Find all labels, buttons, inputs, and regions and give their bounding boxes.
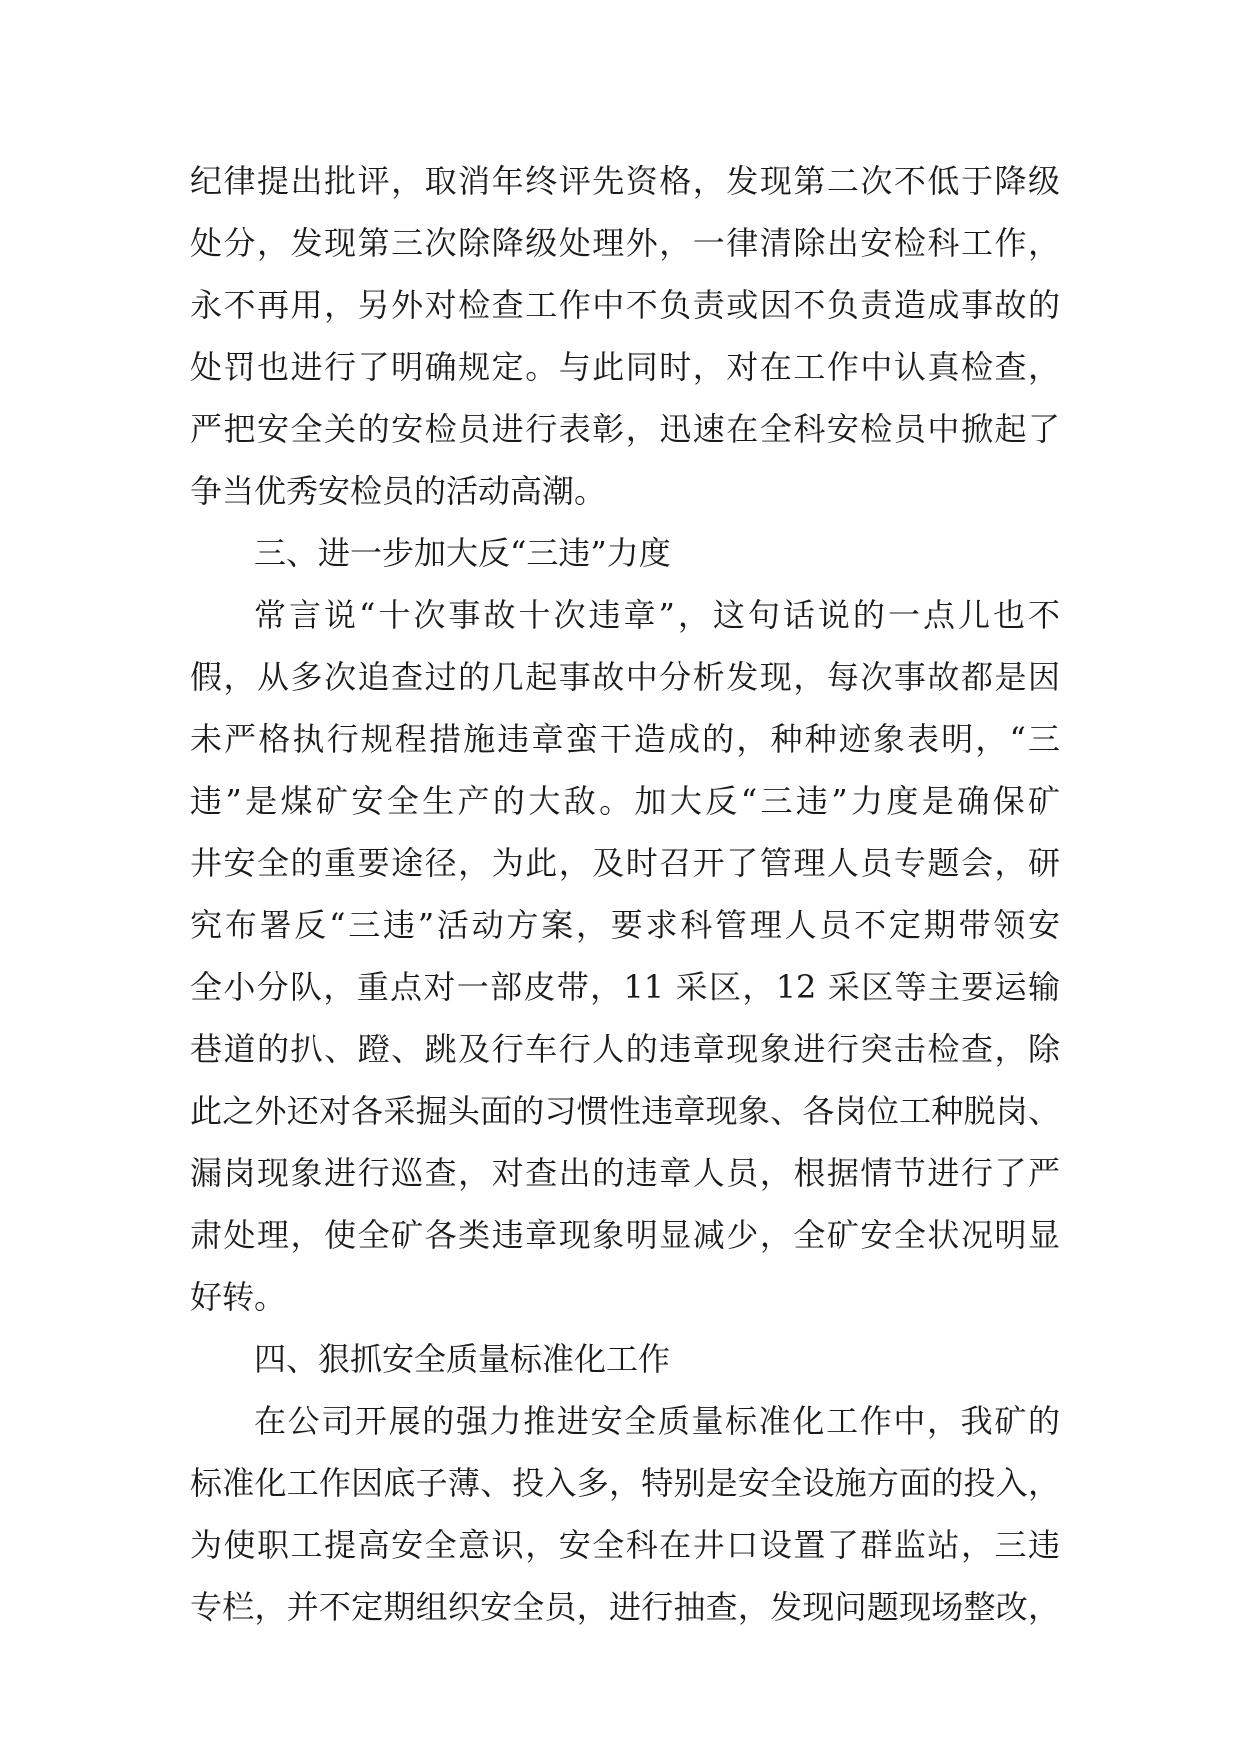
text-line: 肃处理，使全矿各类违章现象明显减少，全矿安全状况明显 xyxy=(190,1216,1060,1254)
text-line: 标准化工作因底子薄、投入多，特别是安全设施方面的投入， xyxy=(190,1464,1060,1502)
heading-text: 三、进一步加大反“三违”力度 xyxy=(254,534,671,572)
text-line: 究布署反“三违”活动方案，要求科管理人员不定期带领安 xyxy=(190,906,1060,944)
text-line: 处罚也进行了明确规定。与此同时，对在工作中认真检查， xyxy=(190,348,1060,386)
paragraph-3 xyxy=(190,1390,1060,1638)
text-line: 好转。 xyxy=(190,1278,287,1316)
text-line: 未严格执行规程措施违章蛮干造成的，种种迹象表明，“三 xyxy=(190,720,1060,758)
heading-text: 四、狠抓安全质量标准化工作 xyxy=(254,1340,671,1378)
paragraph-1 xyxy=(190,150,1060,522)
text-line: 全小分队，重点对一部皮带，11 采区，12 采区等主要运输 xyxy=(190,968,1060,1006)
document-body xyxy=(190,150,1060,1638)
text-line: 处分，发现第三次除降级处理外，一律清除出安检科工作， xyxy=(190,224,1060,262)
text-line: 永不再用，另外对检查工作中不负责或因不负责造成事故的 xyxy=(190,286,1060,324)
text-line: 违”是煤矿安全生产的大敌。加大反“三违”力度是确保矿 xyxy=(190,782,1060,820)
paragraph-2 xyxy=(190,584,1060,1328)
text-line: 常言说“十次事故十次违章”，这句话说的一点儿也不 xyxy=(254,596,1060,634)
text-line: 专栏，并不定期组织安全员，进行抽查，发现问题现场整改， xyxy=(190,1588,1060,1626)
text-line: 纪律提出批评，取消年终评先资格，发现第二次不低于降级 xyxy=(190,162,1060,200)
section-heading-4 xyxy=(190,1328,1060,1390)
text-line: 此之外还对各采掘头面的习惯性违章现象、各岗位工种脱岗、 xyxy=(190,1092,1060,1130)
text-line: 巷道的扒、蹬、跳及行车行人的违章现象进行突击检查，除 xyxy=(190,1030,1060,1068)
text-line: 井安全的重要途径，为此，及时召开了管理人员专题会，研 xyxy=(190,844,1060,882)
text-line: 严把安全关的安检员进行表彰，迅速在全科安检员中掀起了 xyxy=(190,410,1060,448)
text-line: 争当优秀安检员的活动高潮。 xyxy=(190,472,607,510)
text-line: 为使职工提高安全意识，安全科在井口设置了群监站，三违 xyxy=(190,1526,1060,1564)
text-line: 在公司开展的强力推进安全质量标准化工作中，我矿的 xyxy=(254,1402,1060,1440)
text-line: 漏岗现象进行巡查，对查出的违章人员，根据情节进行了严 xyxy=(190,1154,1060,1192)
section-heading-3 xyxy=(190,522,1060,584)
text-line: 假，从多次追查过的几起事故中分析发现，每次事故都是因 xyxy=(190,658,1060,696)
